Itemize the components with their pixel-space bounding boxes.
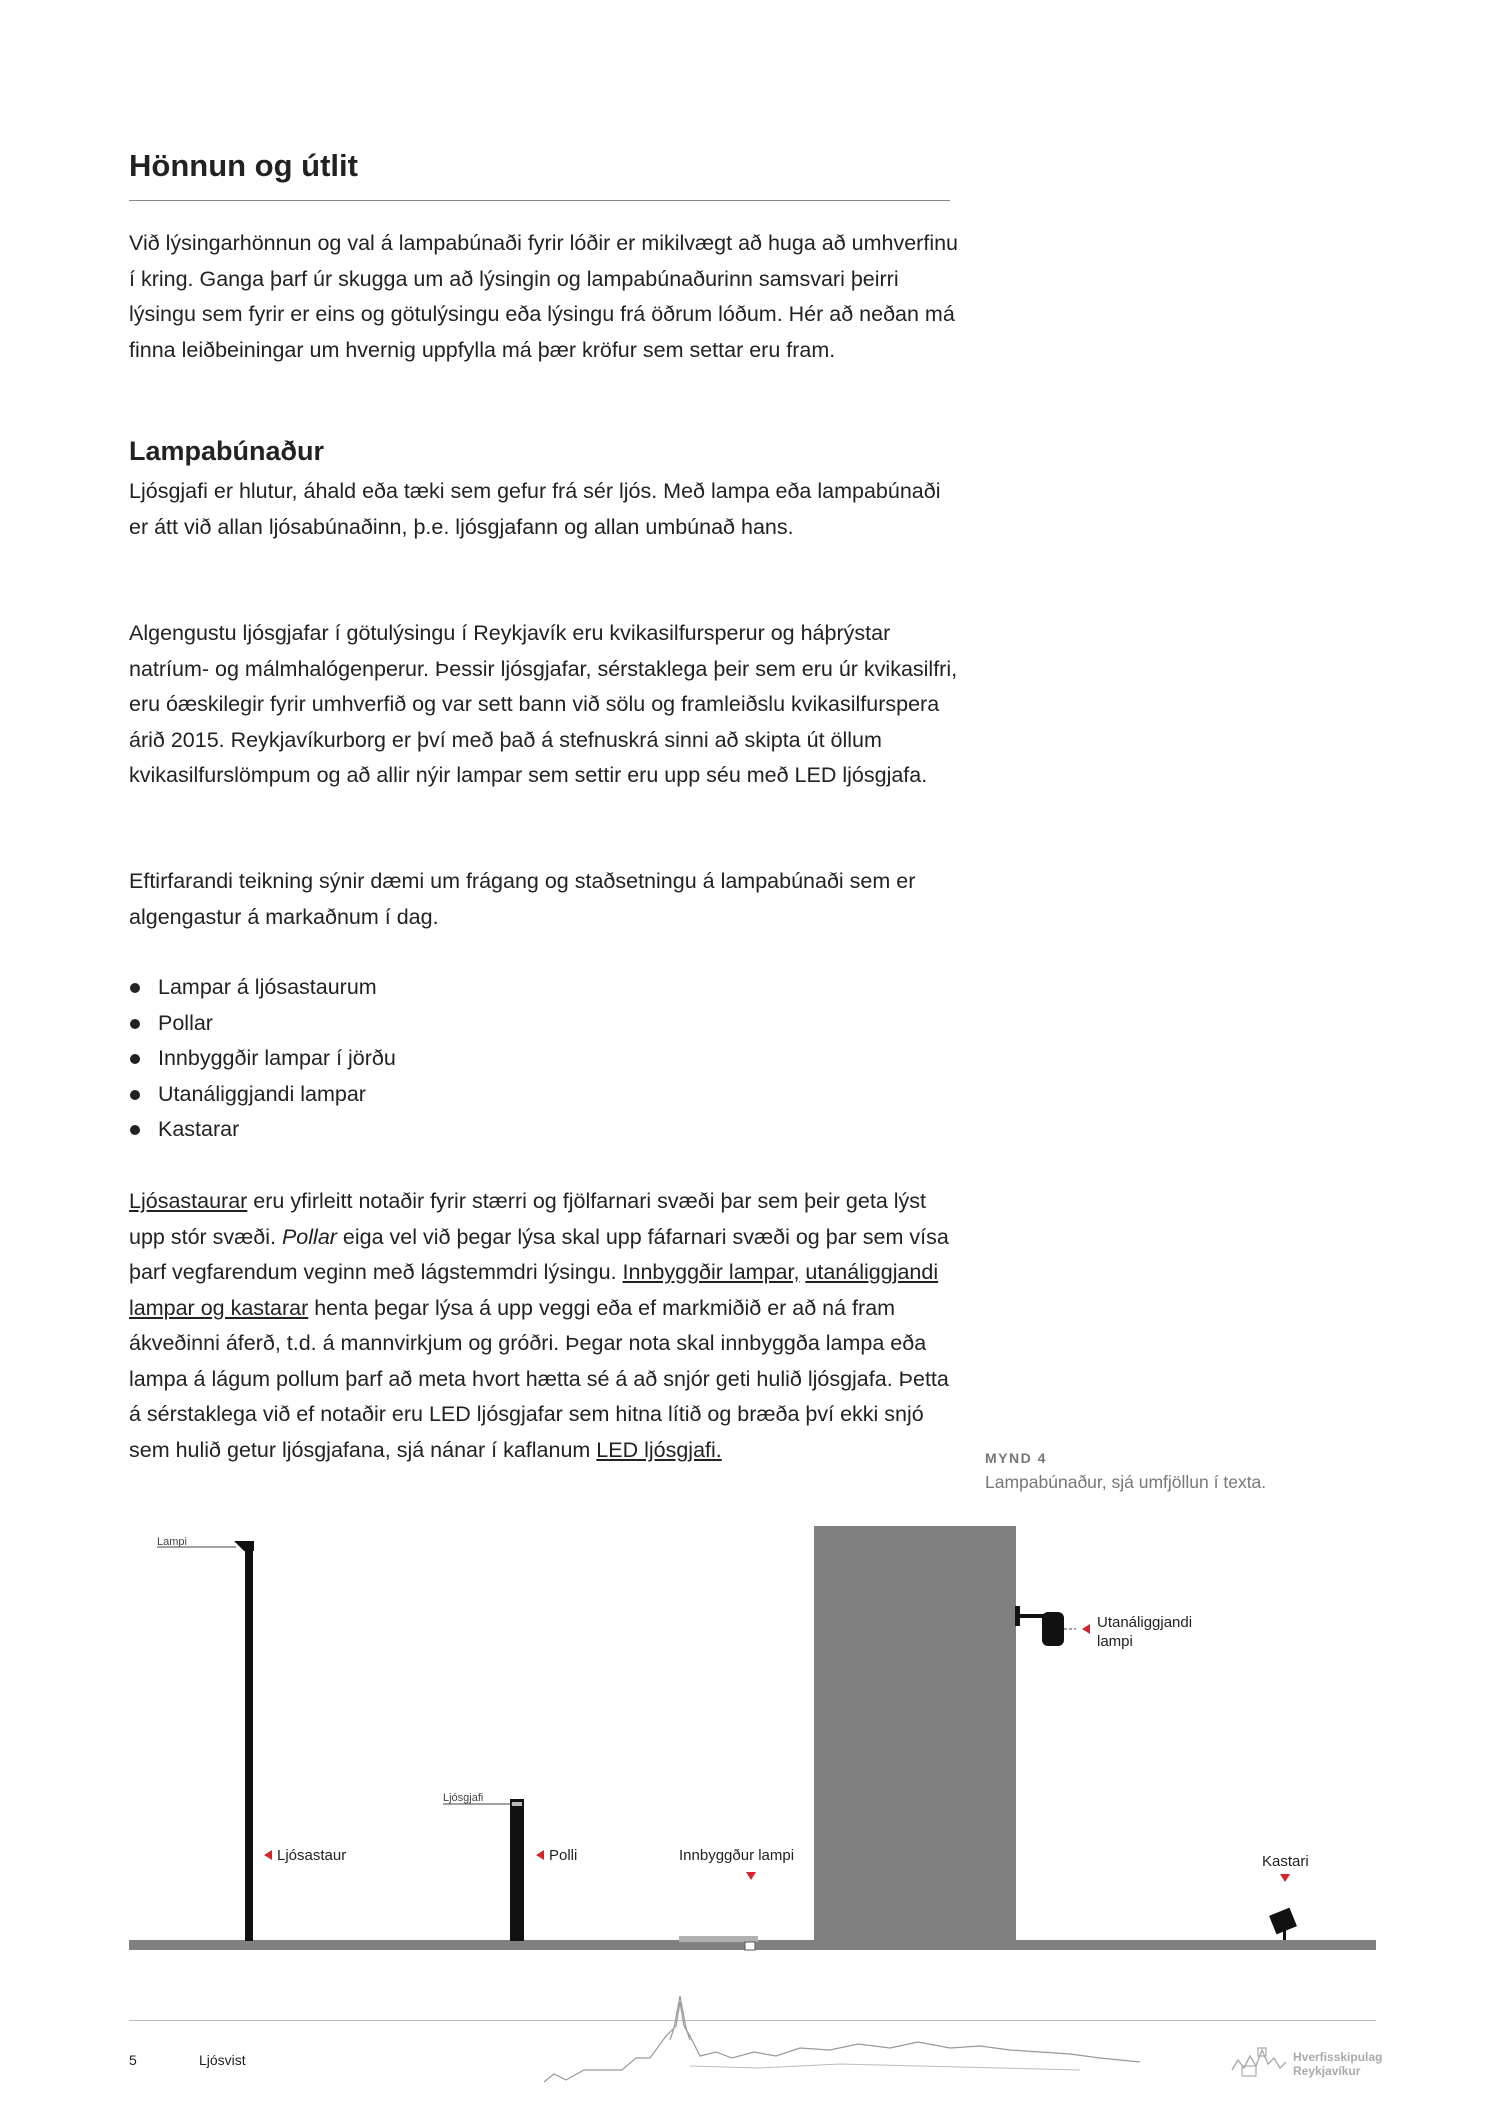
in-ground-lamp-label: Innbyggður lampi (679, 1847, 795, 1864)
lamp-label: Lampi (157, 1536, 187, 1548)
wall-lamp (1042, 1612, 1064, 1646)
footer-title: Ljósvist (199, 2052, 246, 2068)
text-segment: henta þegar lýsa á upp veggi eða ef markmiðið er að ná fram ákveðinni áferð, t.d. á mannvirkjum og gróðri. Þegar nota skal innbyggða lampa eða lampa á lágum pollum þarf að meta hvort hætta sé á að snjór geti hulið ljósgjafa. Þetta á sérstaklega við ef notaðir eru LED ljósgjafar sem hitna lítið og bræða því ekki snjó sem hulið getur ljósgjafana, sjá nánar í kaflanum (129, 1295, 949, 1462)
bollard (510, 1799, 524, 1941)
marker-innbyggdur (746, 1872, 756, 1880)
list-item: Pollar (129, 1006, 396, 1042)
skyline-illustration (540, 1990, 1160, 2090)
list-item: Innbyggðir lampar í jörðu (129, 1041, 396, 1077)
wall-lamp-label-line1: Utanáliggjandi (1097, 1614, 1193, 1631)
ljosastaur-label: Ljósastaur (277, 1847, 347, 1864)
link-ljosastaurar[interactable]: Ljósastaurar (129, 1189, 248, 1213)
lighting-fixtures-drawing (0, 1500, 1500, 2000)
polli-label: Polli (549, 1847, 578, 1864)
lamp-head (234, 1541, 254, 1551)
building (814, 1526, 1016, 1950)
list-item: Kastarar (129, 1112, 396, 1148)
heading-divider (129, 200, 950, 201)
logo-line-1: Hverfisskipulag (1293, 2050, 1383, 2064)
link-utanaliggjandi-lampar[interactable]: utanáliggjandi lampar og kastarar (129, 1260, 939, 1320)
marker-kastari (1280, 1874, 1290, 1882)
paragraph-light-source: Ljósgjafi er hlutur, áhald eða tæki sem gefur frá sér ljós. Með lampa eða lampabúnaði er átt við allan ljósabúnaðinn, þ.e. ljósgjafann og allan umbúnað hans. (129, 479, 941, 539)
paragraph-street-lighting: Algengustu ljósgjafar í götulýsingu í Reykjavík eru kvikasilfursperur og háþrýstar natríum- og málmhalógenperur. Þessir ljósgjafar, sérstaklega þeir sem eru úr kvikasilfri, eru óæskilegir fyrir umhverfið og var sett bann við sölu og framleiðslu kvikasilfurspera árið 2015. Reykjavíkurborg er því með það á stefnuskrá sinni að skipta út öllum kvikasilfurslömpum og að allir nýir lampar sem settir eru upp séu með LED ljósgjafa. (129, 621, 958, 787)
figure-caption: Lampabúnaður, sjá umfjöllun í texta. (985, 1472, 1267, 1492)
page-number: 5 (129, 2052, 137, 2068)
text-italic: Pollar (281, 1224, 337, 1249)
section-heading: Lampabúnaður (129, 436, 325, 466)
city-logo-text (1293, 2050, 1382, 2078)
marker-ljosastaur (264, 1850, 272, 1860)
marker-polli (536, 1850, 544, 1860)
logo-line-2: Reykjavíkur (1293, 2064, 1361, 2078)
floodlight-stand (1283, 1928, 1286, 1940)
fixture-type-list (129, 970, 396, 1148)
paragraph-drawing-intro: Eftirfarandi teikning sýnir dæmi um frágang og staðsetningu á lampabúnaði sem er algengastur á markaðnum í dag. (129, 869, 916, 929)
link-innbyggdir-lampar[interactable]: Innbyggðir lampar, (622, 1260, 800, 1284)
lamp-post (245, 1545, 253, 1941)
text-segment: eru yfirleitt notaðir fyrir stærri og fjölfarnari svæði þar sem þeir geta lýst upp stór svæði. (129, 1189, 926, 1249)
list-item: Lampar á ljósastaurum (129, 970, 396, 1006)
light-source-label: Ljósgjafi (443, 1792, 484, 1804)
figure-label: MYND 4 (985, 1450, 1047, 1466)
page-heading: Hönnun og útlit (129, 148, 358, 183)
floodlight-label: Kastari (1262, 1853, 1309, 1870)
in-ground-lamp (745, 1942, 755, 1950)
link-led-ljosgjafi[interactable]: LED ljósgjafi. (596, 1437, 722, 1462)
paving-strip (679, 1936, 758, 1942)
wall-lamp-label-line2: lampi (1097, 1633, 1133, 1650)
bollard-light-window (512, 1802, 522, 1806)
list-item: Utanáliggjandi lampar (129, 1077, 396, 1113)
marker-utanaliggjandi (1082, 1624, 1090, 1634)
paragraph-fixture-usage (129, 1184, 959, 1468)
text-segment: eiga vel við þegar lýsa skal upp fáfarnari svæði og þar sem vísa þarf vegfarendum veginn með lágstemmdri lýsingu. (129, 1224, 949, 1284)
wall-arm (1018, 1614, 1044, 1618)
intro-paragraph: Við lýsingarhönnun og val á lampabúnaði fyrir lóðir er mikilvægt að huga að umhverfinu í kring. Ganga þarf úr skugga um að lýsingin og lampabúnaðurinn samsvari þeirri lýsingu sem fyrir er eins og götulýsingu eða lýsingu frá öðrum lóðum. Hér að neðan má finna leiðbeiningar um hvernig uppfylla má þær kröfur sem settar eru fram. (129, 231, 959, 362)
city-logo-icon (1228, 2040, 1290, 2082)
